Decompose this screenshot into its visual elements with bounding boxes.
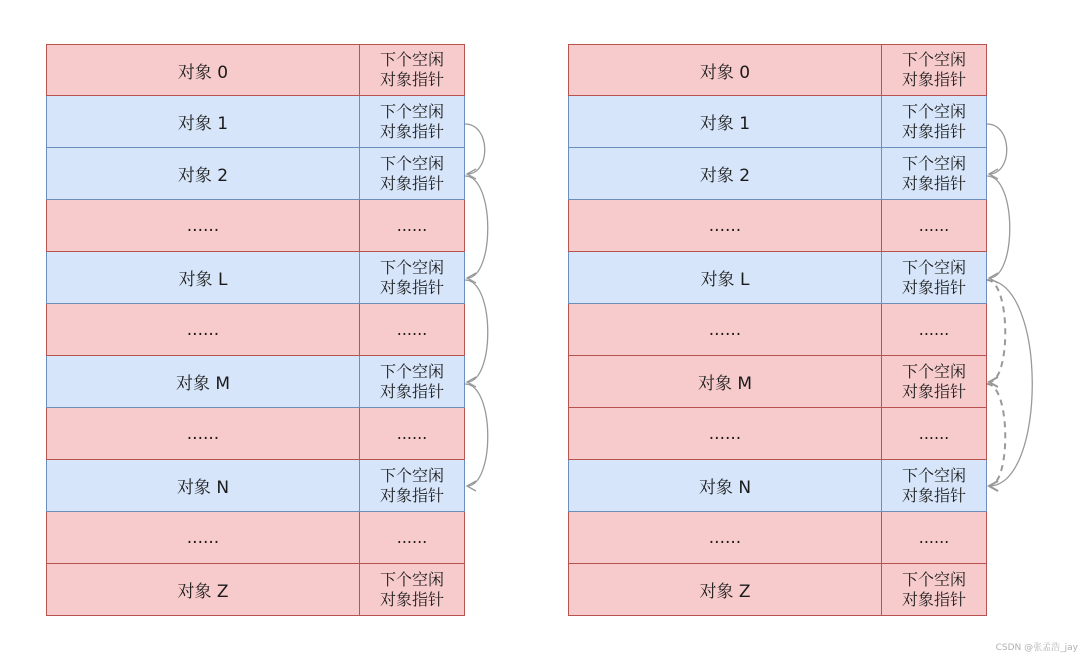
next-free-pointer-cell: ...... [360, 512, 465, 564]
object-label: ...... [46, 304, 360, 356]
next-free-pointer-cell: 下个空闲 对象指针 [360, 96, 465, 148]
object-label: 对象 0 [568, 44, 882, 96]
object-label: 对象 2 [46, 148, 360, 200]
object-label: 对象 1 [568, 96, 882, 148]
free-link-arrow [987, 176, 1010, 278]
next-free-pointer-cell: 下个空闲 对象指针 [360, 564, 465, 616]
next-free-pointer-cell: ...... [360, 408, 465, 460]
next-free-pointer-cell: 下个空闲 对象指针 [360, 356, 465, 408]
next-free-pointer-cell: ...... [882, 304, 987, 356]
free-link-arrow [987, 280, 1032, 486]
watermark: CSDN @张孟浩_jay [995, 643, 1078, 653]
next-free-pointer-cell: 下个空闲 对象指针 [360, 44, 465, 96]
object-label: 对象 Z [568, 564, 882, 616]
object-label: 对象 Z [46, 564, 360, 616]
object-label: 对象 2 [568, 148, 882, 200]
free-link-arrow [465, 280, 488, 382]
object-label: ...... [46, 512, 360, 564]
next-free-pointer-cell: ...... [882, 200, 987, 252]
object-label: 对象 N [46, 460, 360, 512]
object-label: 对象 0 [46, 44, 360, 96]
object-label: ...... [568, 512, 882, 564]
next-free-pointer-cell: 下个空闲 对象指针 [360, 148, 465, 200]
next-free-pointer-cell: 下个空闲 对象指针 [360, 460, 465, 512]
object-label: ...... [46, 200, 360, 252]
next-free-pointer-cell: 下个空闲 对象指针 [882, 356, 987, 408]
next-free-pointer-cell: 下个空闲 对象指针 [882, 96, 987, 148]
free-link-arrow [465, 124, 485, 174]
free-link-arrow [987, 124, 1007, 174]
next-free-pointer-cell: 下个空闲 对象指针 [360, 252, 465, 304]
next-free-pointer-cell: 下个空闲 对象指针 [882, 564, 987, 616]
object-label: 对象 L [46, 252, 360, 304]
next-free-pointer-cell: 下个空闲 对象指针 [882, 252, 987, 304]
next-free-pointer-cell: 下个空闲 对象指针 [882, 44, 987, 96]
dashed-link-arrow [987, 384, 1005, 486]
dashed-link-arrow [987, 280, 1005, 382]
next-free-pointer-cell: ...... [360, 304, 465, 356]
free-link-arrow [465, 384, 488, 486]
object-label: 对象 L [568, 252, 882, 304]
next-free-pointer-cell: ...... [360, 200, 465, 252]
next-free-pointer-cell: 下个空闲 对象指针 [882, 460, 987, 512]
object-label: ...... [568, 200, 882, 252]
next-free-pointer-cell: ...... [882, 408, 987, 460]
object-label: 对象 M [46, 356, 360, 408]
object-label: 对象 M [568, 356, 882, 408]
object-label: 对象 N [568, 460, 882, 512]
next-free-pointer-cell: 下个空闲 对象指针 [882, 148, 987, 200]
object-label: ...... [568, 304, 882, 356]
object-label: ...... [568, 408, 882, 460]
free-link-arrow [465, 176, 488, 278]
object-label: ...... [46, 408, 360, 460]
next-free-pointer-cell: ...... [882, 512, 987, 564]
object-label: 对象 1 [46, 96, 360, 148]
